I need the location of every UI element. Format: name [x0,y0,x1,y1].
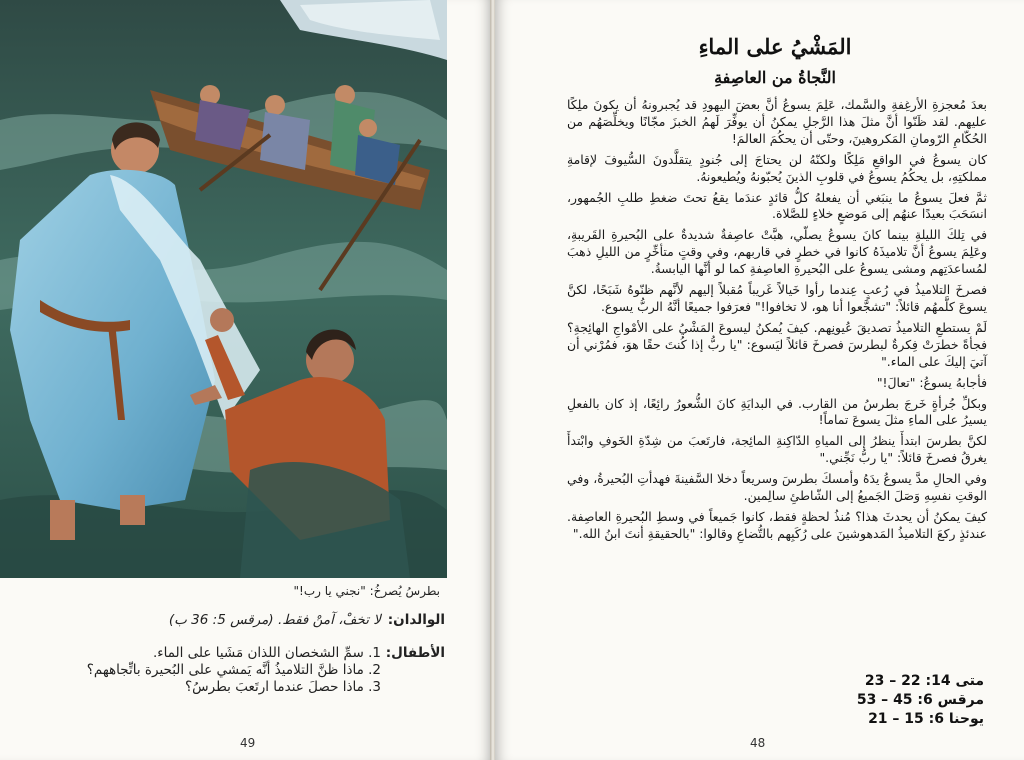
parents-text: لا تخفْ، آمنْ فقط. (مرقس 5: 36 ب) [168,612,381,628]
questions-list [20,645,381,696]
story-paragraph: لكنَّ بطرسَ ابتدأَ ينظرُ إلى المياهِ الدّاكِنةِ المائِجة، فارتَعبَ من شِدّةِ الخَوفِ وابْتدأَ يغرقُ فصرخَ قائلاً: "يا ربُّ نَجِّني." [567,433,987,466]
left-page [0,0,492,760]
jesus-walking-on-water-illustration [0,0,447,578]
scripture-references [824,672,984,729]
story-title: المَشْيُ على الماءِ [698,34,852,59]
story-paragraph: فأجابهُ يسوعُ: "تعالَ!" [876,374,987,390]
question-item: 2. ماذا ظنَّ التلاميذُ أنَّه يَمشي على البُحيرة باتِّجاههم؟ [86,662,381,678]
question-item: 3. ماذا حصلَ عندما ارتَعبَ بطرسُ؟ [184,679,381,695]
story-paragraph: لَمْ يستطعِ التلاميذُ تصديقَ عُيونِهم. كيفَ يُمكنُ ليسوعَ المَشْيُ على الأمْواجِ الهائِجةِ؟ فجأةً خطرَتْ فِكرةٌ لبطرسَ فصرخَ قائلاً ليَسوع: "يا ربُّ إذا كُنتَ حقًا هوَ، فمُرْني أن آتيَ إليكَ على الماء." [567,319,987,369]
children-section [20,645,445,696]
question-item: 1. سمِّ الشخصان اللذان مَشَيا على الماء. [152,645,381,661]
story-paragraph: وفي الحالِ مدَّ يسوعُ يدَهُ وأمسكَ بطرسَ وسريعاً دخلا السَّفينةَ فهدأتِ البُحيرةُ، وفي الوقتِ نفسِهِ وَصَلَ الجَميعُ إلى الشّاطئِ سالِمين. [567,471,987,504]
parents-label: الوالدان: [387,612,445,628]
story-paragraph: كان يسوعُ في الواقعِ مَلِكًا ولكنّهُ لن يحتاجَ إلى جُنودٍ يتقلَّدونَ السُّيوفَ لإقامةِ مملكتِهِ، بل يحكُمُ يسوعُ في قلوبِ الذينَ يُحبّونهُ ويُطيعونهُ. [567,151,987,184]
story-paragraph: بعدَ مُعجزةِ الأرغِفةِ والسَّمك، عَلِمَ يسوعُ أنَّ بعضَ اليهودِ قد يُجبرونهُ أن يكونَ ملِكًا عليهم. لقد ظَنّوا أنَّ مثلَ هذا الرَّجلِ يمكنُ أن يوفِّرَ لَهمُ الخبزَ مجّانًا ويخلِّصَهُم من الحُكّامِ الرّومانِ المَكروهينَ، وحتّى أن يحكُمَ العالمَ! [567,97,987,146]
children-label: الأطفال: [385,645,445,661]
story-paragraph: فصرخَ التلاميذُ في رُعبٍ عِندما رأوا خَيالاً غَريباً مُقبلاً إليهم لأنَّهم ظنّوهُ شَبَحًا، لكنَّ يسوعَ كلَّمهُم قائلاً: "تشجَّعوا أنا هو، لا تخافوا!" فعرَفوا جميعًا أنَّهُ الربُّ يسوع. [567,282,987,314]
page-number-left: 49 [240,736,256,750]
story-body [567,97,987,547]
story-subtitle: النَّجاةُ من العاصِفةِ [714,68,836,87]
reference-john: يوحنا 6: 15 – 21 [868,711,984,727]
parents-section [20,612,445,628]
illustration-caption: بطرسُ يُصرخُ: "نجني يا رب!" [293,584,440,598]
story-paragraph: في تِلكَ الليلةِ بينما كانَ يسوعُ يصلّي، هبَّتْ عاصِفةٌ شديدةٌ على البُحيرةِ القَريبةِ، وعَلِمَ يسوعُ أنَّ تلاميذَهُ كانوا في خطرٍ في قاربهم، وفي وقتٍ متأخِّرٍ من الليلِ ذهبَ لمُساعدَتِهم ومشى يسوعُ على البُحيرةِ العاصِفةِ كما لو أنَّها اليابسةُ. [567,227,987,277]
story-paragraph: ثمَّ فعلَ يسوعُ ما ينبَغي أن يفعلهُ كلُّ قائدٍ عندَما يقعُ تحتَ ضغطِ طلبِ الجُمهور، انسَحَبَ بعيدًا عنهُم إلى مَوضعٍ خلاءٍ للصَّلاة. [567,189,987,222]
reference-mark: مرقس 6: 45 – 53 [856,692,984,708]
reference-matthew: متى 14: 22 – 23 [864,673,984,689]
story-paragraph: كيفَ يمكنُ أن يحدثَ هذا؟ مُنذُ لحظةٍ فقط، كانوا جَميعاً في وسطِ البُحيرةِ العاصِفة. عندئذٍ ركعَ التلاميذُ المَدهوشينَ على رُكَبِهم بالتُّضاعِ وقالوا: "بالحقيقةِ أنتَ ابنُ الله." [567,508,987,541]
right-page [495,0,1024,760]
story-paragraph: وبكلِّ جُرأةٍ خَرجَ بطرسُ من القارب. في البدايَةِ كانَ الشُّعورُ رائِعًا، إذ كان بالفعلِ يسيرُ على الماءِ مثلَ يسوعَ تماماً! [567,395,987,428]
page-number-right: 48 [750,736,766,750]
